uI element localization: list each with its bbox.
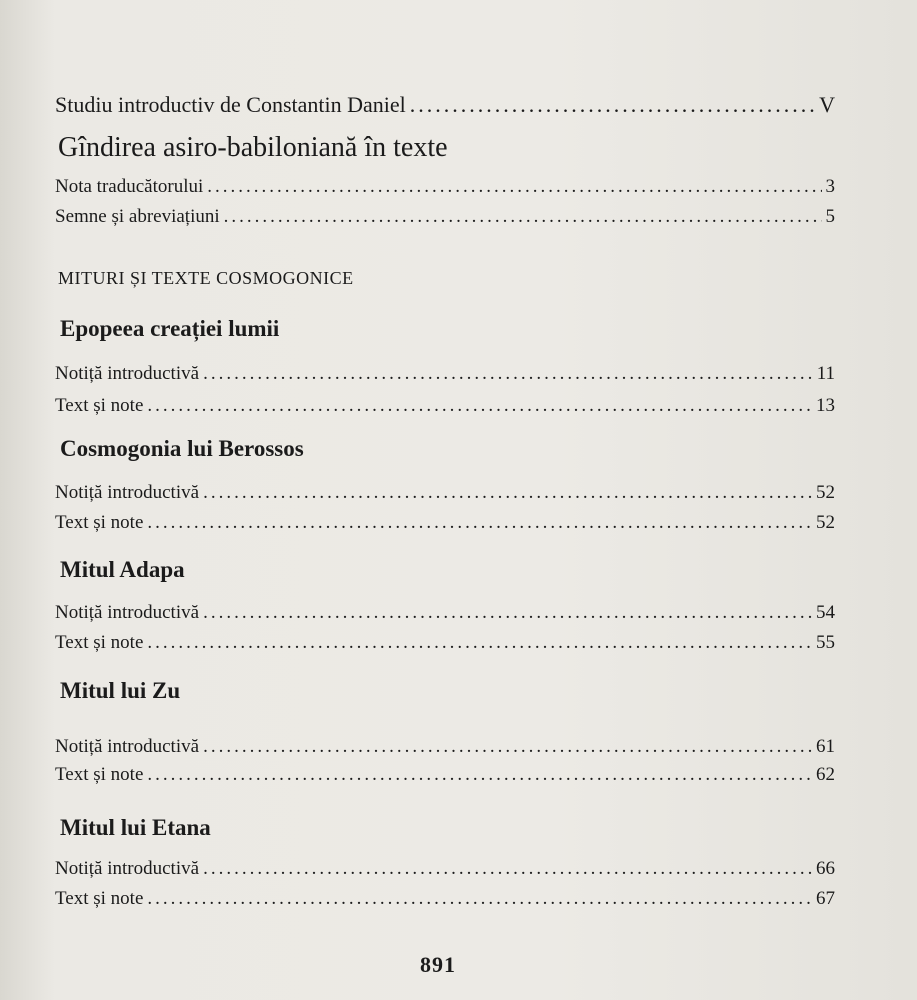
entry-label: Text și note	[55, 764, 144, 785]
leader-dots	[207, 176, 821, 198]
leader-dots	[203, 736, 812, 758]
leader-dots	[410, 92, 815, 118]
toc-entry[interactable]	[55, 764, 835, 786]
entry-page: 67	[816, 888, 835, 909]
leader-dots	[203, 482, 812, 504]
chapter-heading: MITURI ȘI TEXTE COSMOGONICE	[58, 268, 354, 288]
entry-page: 5	[825, 206, 835, 227]
entry-page: 62	[816, 764, 835, 785]
entry-label: Text și note	[55, 888, 144, 909]
entry-label: Notiță introductivă	[55, 482, 200, 503]
leader-dots	[203, 363, 813, 385]
section-title: Cosmogonia lui Berossos	[60, 436, 304, 461]
entry-page: 54	[816, 602, 835, 623]
entry-page: 66	[816, 858, 835, 879]
leader-dots	[203, 858, 812, 880]
section-title: Mitul lui Etana	[60, 815, 211, 840]
toc-entry[interactable]	[55, 395, 835, 417]
entry-page: 13	[816, 395, 835, 416]
toc-entry[interactable]	[55, 512, 835, 534]
entry-page: 52	[816, 512, 835, 533]
entry-label: Nota traducătorului	[55, 176, 204, 197]
toc-entry[interactable]	[55, 482, 835, 504]
leader-dots	[147, 512, 812, 534]
entry-page: 55	[816, 632, 835, 653]
leader-dots	[147, 632, 812, 654]
entry-page: 3	[825, 176, 835, 197]
section-title: Mitul Adapa	[60, 557, 185, 582]
entry-label: Studiu introductiv de Constantin Daniel	[55, 92, 406, 117]
entry-label: Semne și abreviațiuni	[55, 206, 220, 227]
section-title: Epopeea creației lumii	[60, 316, 280, 341]
entry-label: Text și note	[55, 395, 144, 416]
toc-entry[interactable]	[55, 632, 835, 654]
leader-dots	[203, 602, 812, 624]
entry-page: V	[819, 92, 835, 117]
leader-dots	[224, 206, 822, 228]
leader-dots	[147, 888, 812, 910]
entry-label: Notiță introductivă	[55, 858, 200, 879]
toc-entry[interactable]	[55, 858, 835, 880]
entry-page: 52	[816, 482, 835, 503]
entry-page: 61	[816, 736, 835, 757]
toc-entry[interactable]	[55, 602, 835, 624]
part-title: Gîndirea asiro-babiloniană în texte	[58, 132, 448, 163]
entry-page: 11	[816, 363, 835, 384]
entry-label: Notiță introductivă	[55, 363, 200, 384]
entry-label: Text și note	[55, 632, 144, 653]
leader-dots	[147, 395, 812, 417]
section-title: Mitul lui Zu	[60, 678, 181, 703]
entry-label: Notiță introductivă	[55, 736, 200, 757]
page-number: 891	[420, 952, 456, 977]
entry-label: Notiță introductivă	[55, 602, 200, 623]
entry-label: Text și note	[55, 512, 144, 533]
toc-entry[interactable]	[55, 888, 835, 910]
leader-dots	[147, 764, 812, 786]
toc-entry[interactable]	[55, 736, 835, 758]
toc-entry-intro[interactable]	[55, 92, 835, 118]
toc-entry-translator-note[interactable]	[55, 176, 835, 198]
toc-entry[interactable]	[55, 363, 835, 385]
toc-entry-abbreviations[interactable]	[55, 206, 835, 228]
